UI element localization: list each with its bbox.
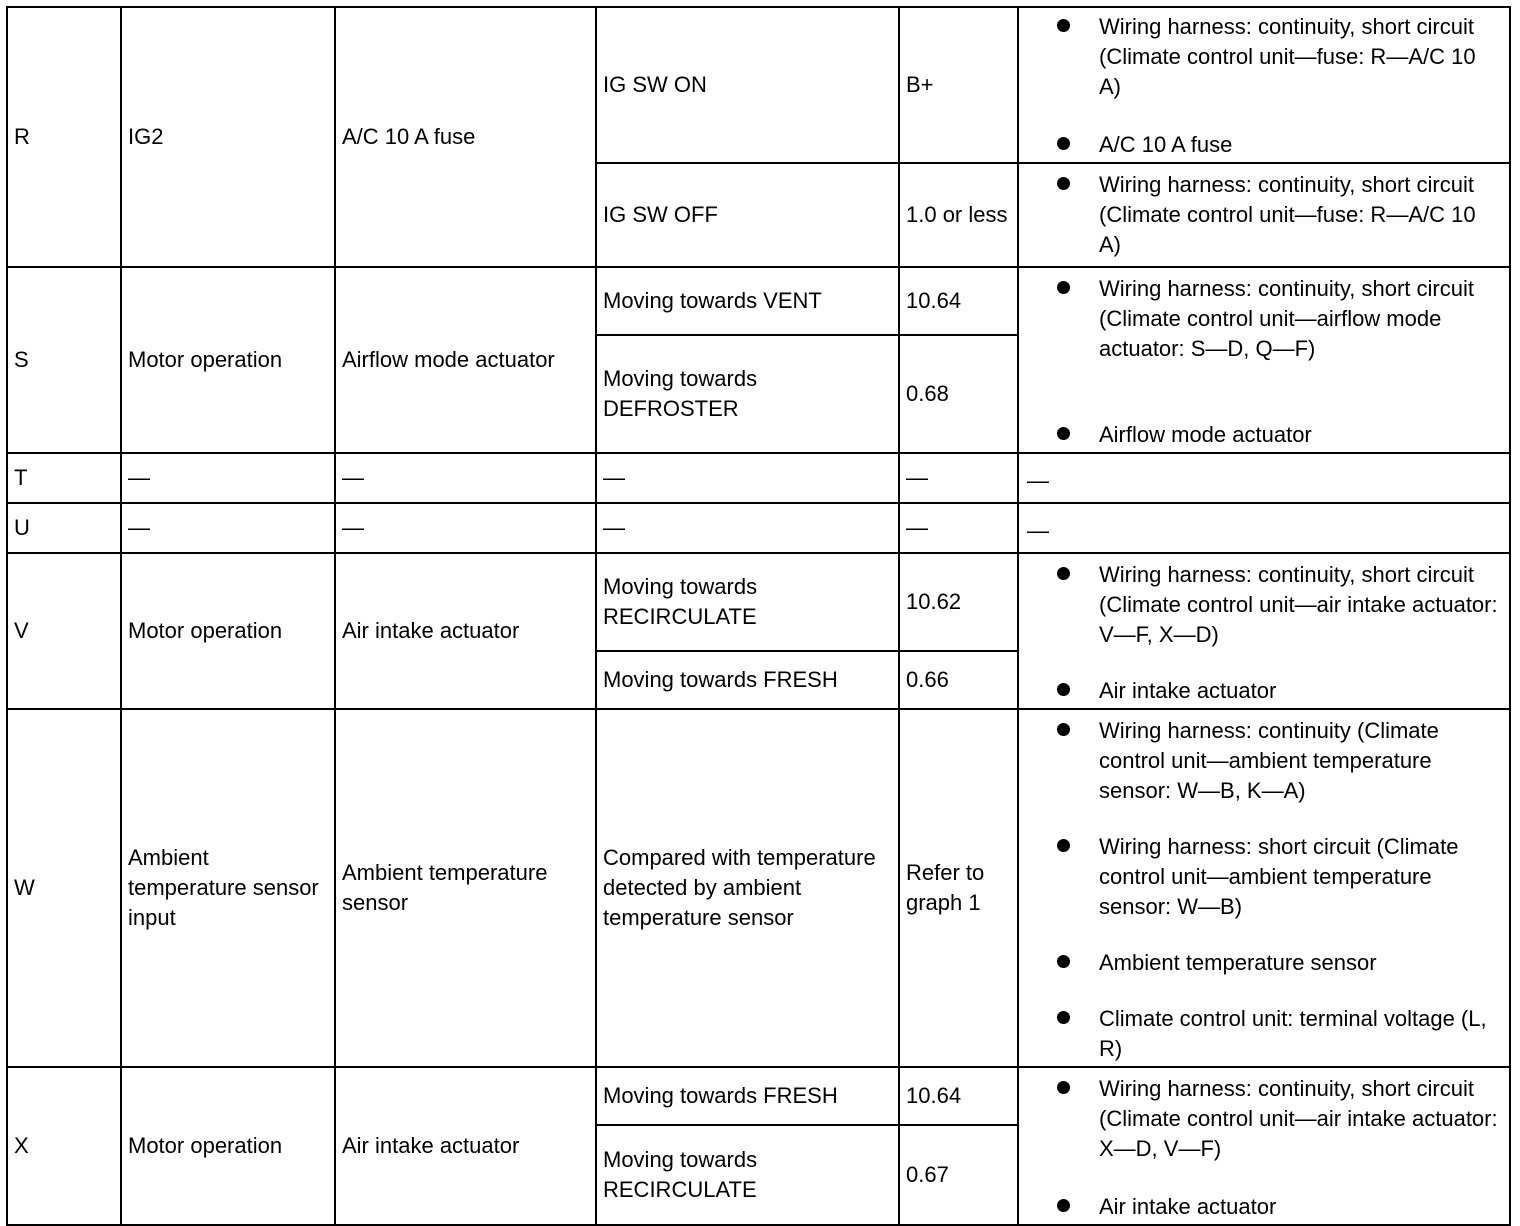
terminal-cell: S [7,267,121,453]
voltage-cell: — [899,503,1018,553]
condition-cell: Moving towards FRESH [596,651,899,709]
condition-cell: — [596,503,899,553]
terminal-cell: V [7,553,121,709]
bullet-icon [1057,683,1070,696]
bullet-icon [1057,137,1070,150]
bullet-icon [1057,723,1070,736]
bullet-icon [1057,1199,1070,1212]
bullet-icon [1057,1081,1070,1094]
inspection-list [1055,716,1499,1064]
voltage-cell: 0.66 [899,651,1018,709]
bullet-icon [1057,19,1070,32]
voltage-cell: — [899,453,1018,503]
list-item [1055,716,1499,806]
bullet-icon [1057,1011,1070,1024]
voltage-cell: 1.0 or less [899,163,1018,267]
connected-to-cell: A/C 10 A fuse [335,7,596,267]
list-item [1055,420,1499,450]
condition-cell: IG SW OFF [596,163,899,267]
list-item [1055,12,1499,102]
note-text: Wiring harness: continuity, short circuit (Climate control unit—airflow mode actuator: S—D, Q—F) [1099,276,1474,361]
voltage-cell: 10.64 [899,1067,1018,1125]
inspection-notes-cell [1018,709,1510,1067]
inspection-notes-cell [1018,163,1510,267]
connected-to-cell: Ambient temperature sensor [335,709,596,1067]
list-item [1055,1074,1499,1164]
note-text: Wiring harness: continuity, short circuit (Climate control unit—fuse: R—A/C 10 A) [1099,14,1476,99]
connected-to-cell: Air intake actuator [335,1067,596,1225]
condition-cell: Moving towards DEFROSTER [596,335,899,453]
inspection-notes-cell [1018,7,1510,163]
voltage-cell: 0.67 [899,1125,1018,1225]
bullet-icon [1057,839,1070,852]
terminal-cell: U [7,503,121,553]
connected-to-cell: Air intake actuator [335,553,596,709]
note-text: Air intake actuator [1099,678,1277,703]
voltage-cell: 10.62 [899,553,1018,651]
condition-cell: — [596,453,899,503]
signal-cell: — [121,503,335,553]
connected-to-cell: — [335,453,596,503]
note-text: Airflow mode actuator [1099,422,1312,447]
bullet-icon [1057,177,1070,190]
bullet-icon [1057,567,1070,580]
condition-cell: IG SW ON [596,7,899,163]
note-text: Wiring harness: continuity (Climate control unit—ambient temperature sensor: W—B, K—A) [1099,718,1439,803]
signal-cell: Ambient temperature sensor input [121,709,335,1067]
list-item [1055,130,1499,160]
table-row-r [7,7,1510,163]
inspection-notes-cell [1018,553,1510,709]
inspection-notes-cell [1018,1067,1510,1225]
terminal-cell: W [7,709,121,1067]
inspection-list [1055,12,1499,160]
note-text: Wiring harness: short circuit (Climate control unit—ambient temperature sensor: W—B) [1099,834,1459,919]
inspection-list [1055,1074,1499,1222]
note-text: A/C 10 A fuse [1099,132,1233,157]
signal-cell: Motor operation [121,1067,335,1225]
terminal-cell: T [7,453,121,503]
signal-cell: — [121,453,335,503]
table-row-s [7,267,1510,335]
note-text: Climate control unit: terminal voltage (L, R) [1099,1006,1487,1061]
bullet-icon [1057,281,1070,294]
terminal-cell: R [7,7,121,267]
terminal-inspection-table [6,6,1511,1226]
inspection-list [1055,170,1499,260]
table-row-v [7,553,1510,651]
terminal-cell: X [7,1067,121,1225]
list-item [1055,560,1499,650]
note-text: Wiring harness: continuity, short circuit (Climate control unit—fuse: R—A/C 10 A) [1099,172,1476,257]
note-text: Ambient temperature sensor [1099,950,1377,975]
condition-cell: Moving towards VENT [596,267,899,335]
inspection-list [1055,274,1499,450]
bullet-icon [1057,955,1070,968]
list-item [1055,170,1499,260]
list-item [1055,1004,1499,1064]
table-row-u [7,503,1510,553]
inspection-notes-cell: — [1018,503,1510,553]
connected-to-cell: Airflow mode actuator [335,267,596,453]
signal-cell: IG2 [121,7,335,267]
inspection-notes-cell: — [1018,453,1510,503]
list-item [1055,948,1499,978]
condition-cell: Moving towards RECIRCULATE [596,553,899,651]
list-item [1055,274,1499,364]
connected-to-cell: — [335,503,596,553]
note-text: Air intake actuator [1099,1194,1277,1219]
voltage-cell: 0.68 [899,335,1018,453]
signal-cell: Motor operation [121,553,335,709]
table-row-w [7,709,1510,1067]
inspection-notes-cell [1018,267,1510,453]
signal-cell: Motor operation [121,267,335,453]
note-text: Wiring harness: continuity, short circuit (Climate control unit—air intake actuator: V—F, X—D) [1099,562,1498,647]
table-row-x [7,1067,1510,1125]
condition-cell: Moving towards RECIRCULATE [596,1125,899,1225]
inspection-list [1055,560,1499,706]
list-item [1055,676,1499,706]
list-item [1055,832,1499,922]
bullet-icon [1057,427,1070,440]
voltage-cell: B+ [899,7,1018,163]
table-row-t [7,453,1510,503]
condition-cell: Compared with temperature detected by ambient temperature sensor [596,709,899,1067]
note-text: Wiring harness: continuity, short circuit (Climate control unit—air intake actuator: X—D, V—F) [1099,1076,1498,1161]
voltage-cell: Refer to graph 1 [899,709,1018,1067]
voltage-cell: 10.64 [899,267,1018,335]
condition-cell: Moving towards FRESH [596,1067,899,1125]
